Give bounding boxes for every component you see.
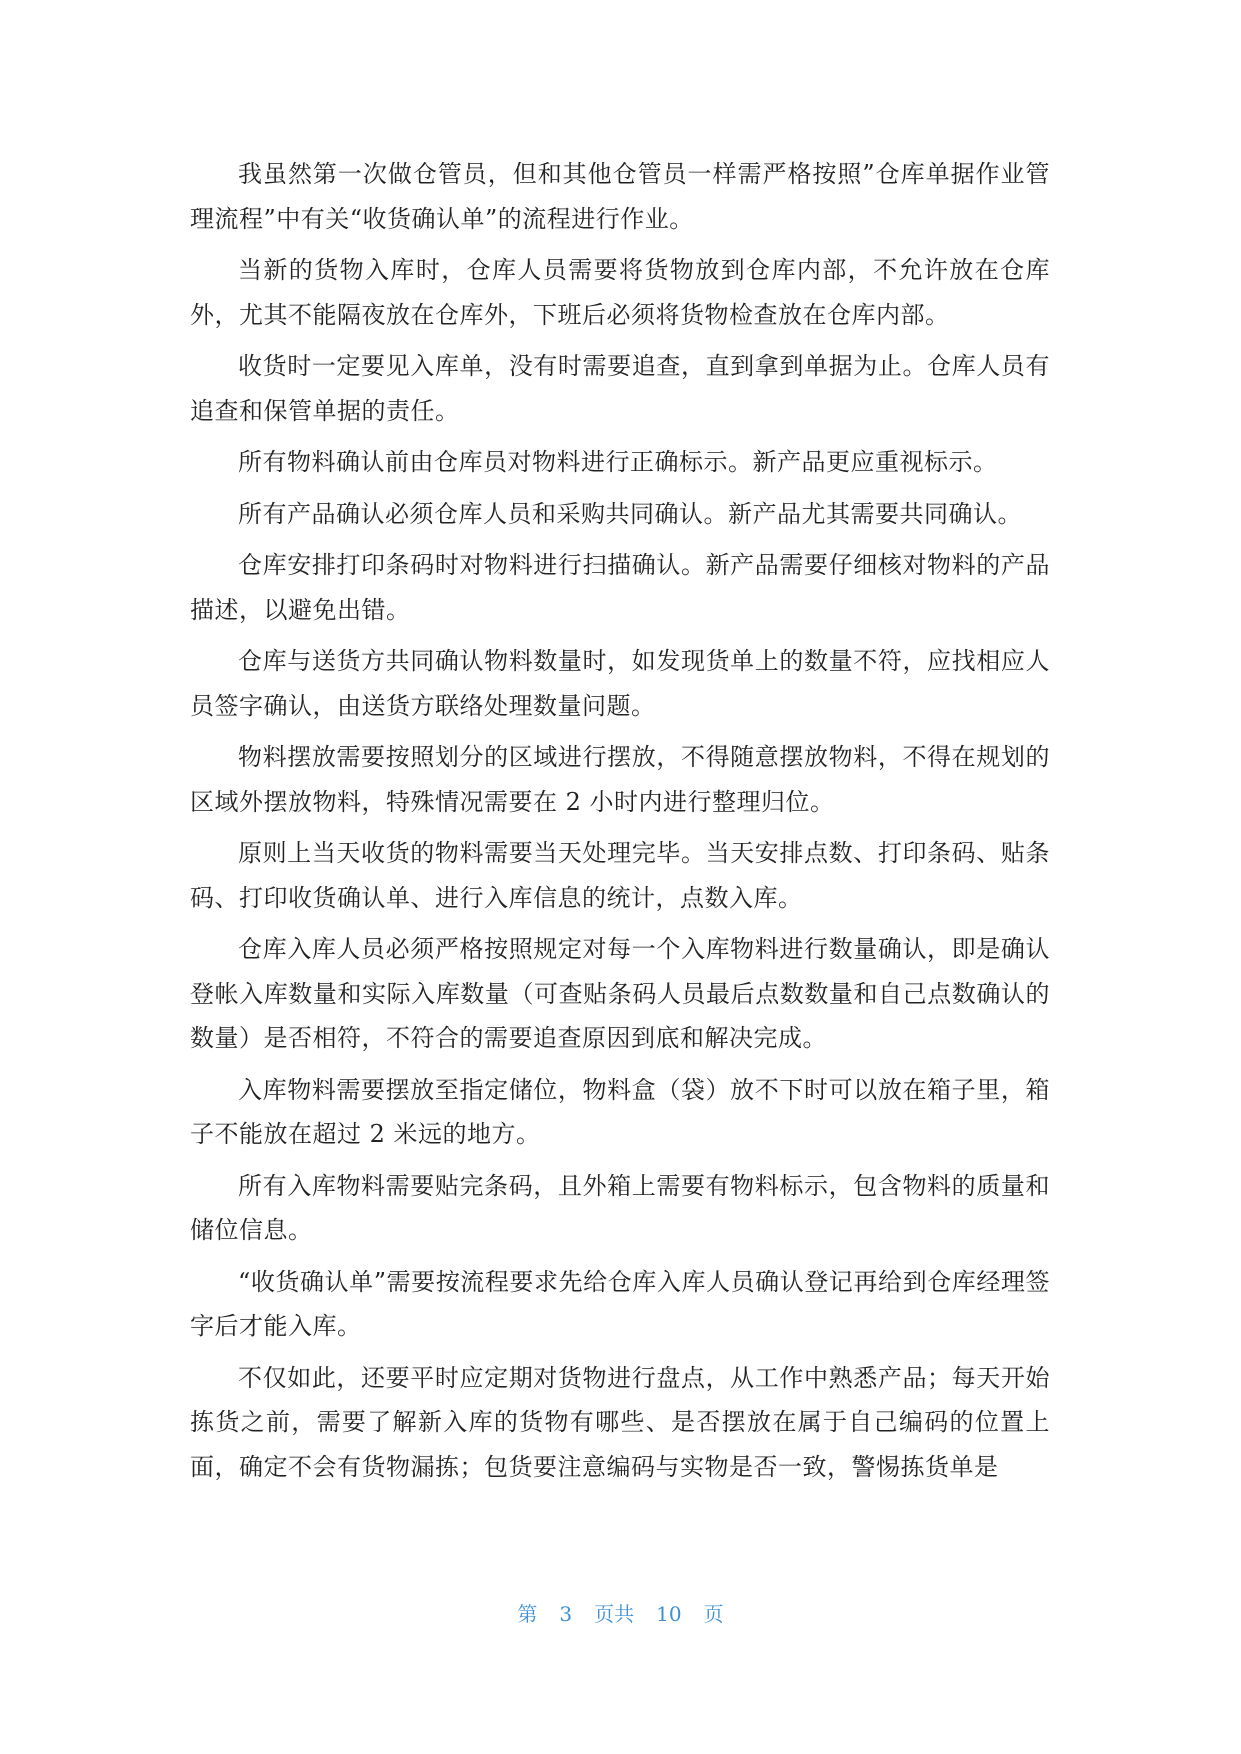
paragraph: “收货确认单”需要按流程要求先给仓库入库人员确认登记再给到仓库经理签字后才能入库。 (190, 1267, 1050, 1340)
paragraph: 所有产品确认必须仓库人员和采购共同确认。新产品尤其需要共同确认。 (238, 499, 1022, 528)
paragraph: 物料摆放需要按照划分的区域进行摆放，不得随意摆放物料，不得在规划的区域外摆放物料，特殊情况需要在 2 小时内进行整理归位。 (190, 743, 1050, 816)
footer-total-pages: 10 (656, 1602, 682, 1626)
paragraph: 仓库安排打印条码时对物料进行扫描确认。新产品需要仔细核对物料的产品描述，以避免出错。 (190, 551, 1050, 624)
document-body (190, 152, 1050, 1496)
paragraph: 当新的货物入库时，仓库人员需要将货物放到仓库内部，不允许放在仓库外，尤其不能隔夜放在仓库外，下班后必须将货物检查放在仓库内部。 (190, 256, 1050, 329)
footer-ye-gong: 页共 (594, 1602, 635, 1626)
paragraph: 仓库入库人员必须严格按照规定对每一个入库物料进行数量确认，即是确认登帐入库数量和实际入库数量（可查贴条码人员最后点数数量和自己点数确认的数量）是否相符，不符合的需要追查原因到底和解决完成。 (190, 935, 1050, 1052)
footer-di: 第 (517, 1602, 538, 1626)
paragraph: 原则上当天收货的物料需要当天处理完毕。当天安排点数、打印条码、贴条码、打印收货确认单、进行入库信息的统计，点数入库。 (190, 839, 1050, 912)
paragraph: 入库物料需要摆放至指定储位，物料盒（袋）放不下时可以放在箱子里，箱子不能放在超过 2 米远的地方。 (190, 1075, 1050, 1148)
footer-ye: 页 (703, 1602, 724, 1626)
paragraph: 我虽然第一次做仓管员，但和其他仓管员一样需严格按照”仓库单据作业管理流程”中有关“收货确认单”的流程进行作业。 (190, 160, 1050, 233)
footer-current-page: 3 (559, 1602, 573, 1626)
page-footer (0, 1598, 1241, 1627)
paragraph: 所有入库物料需要贴完条码，且外箱上需要有物料标示，包含物料的质量和储位信息。 (190, 1171, 1050, 1244)
paragraph: 所有物料确认前由仓库员对物料进行正确标示。新产品更应重视标示。 (238, 448, 998, 476)
paragraph: 仓库与送货方共同确认物料数量时，如发现货单上的数量不符，应找相应人员签字确认，由送货方联络处理数量问题。 (190, 647, 1050, 720)
paragraph: 不仅如此，还要平时应定期对货物进行盘点，从工作中熟悉产品；每天开始拣货之前，需要了解新入库的货物有哪些、是否摆放在属于自己编码的位置上面，确定不会有货物漏拣；包货要注意编码与实物是否一致，警惕拣货单是 (190, 1363, 1050, 1481)
paragraph: 收货时一定要见入库单，没有时需要追查，直到拿到单据为止。仓库人员有追查和保管单据的责任。 (190, 352, 1050, 425)
